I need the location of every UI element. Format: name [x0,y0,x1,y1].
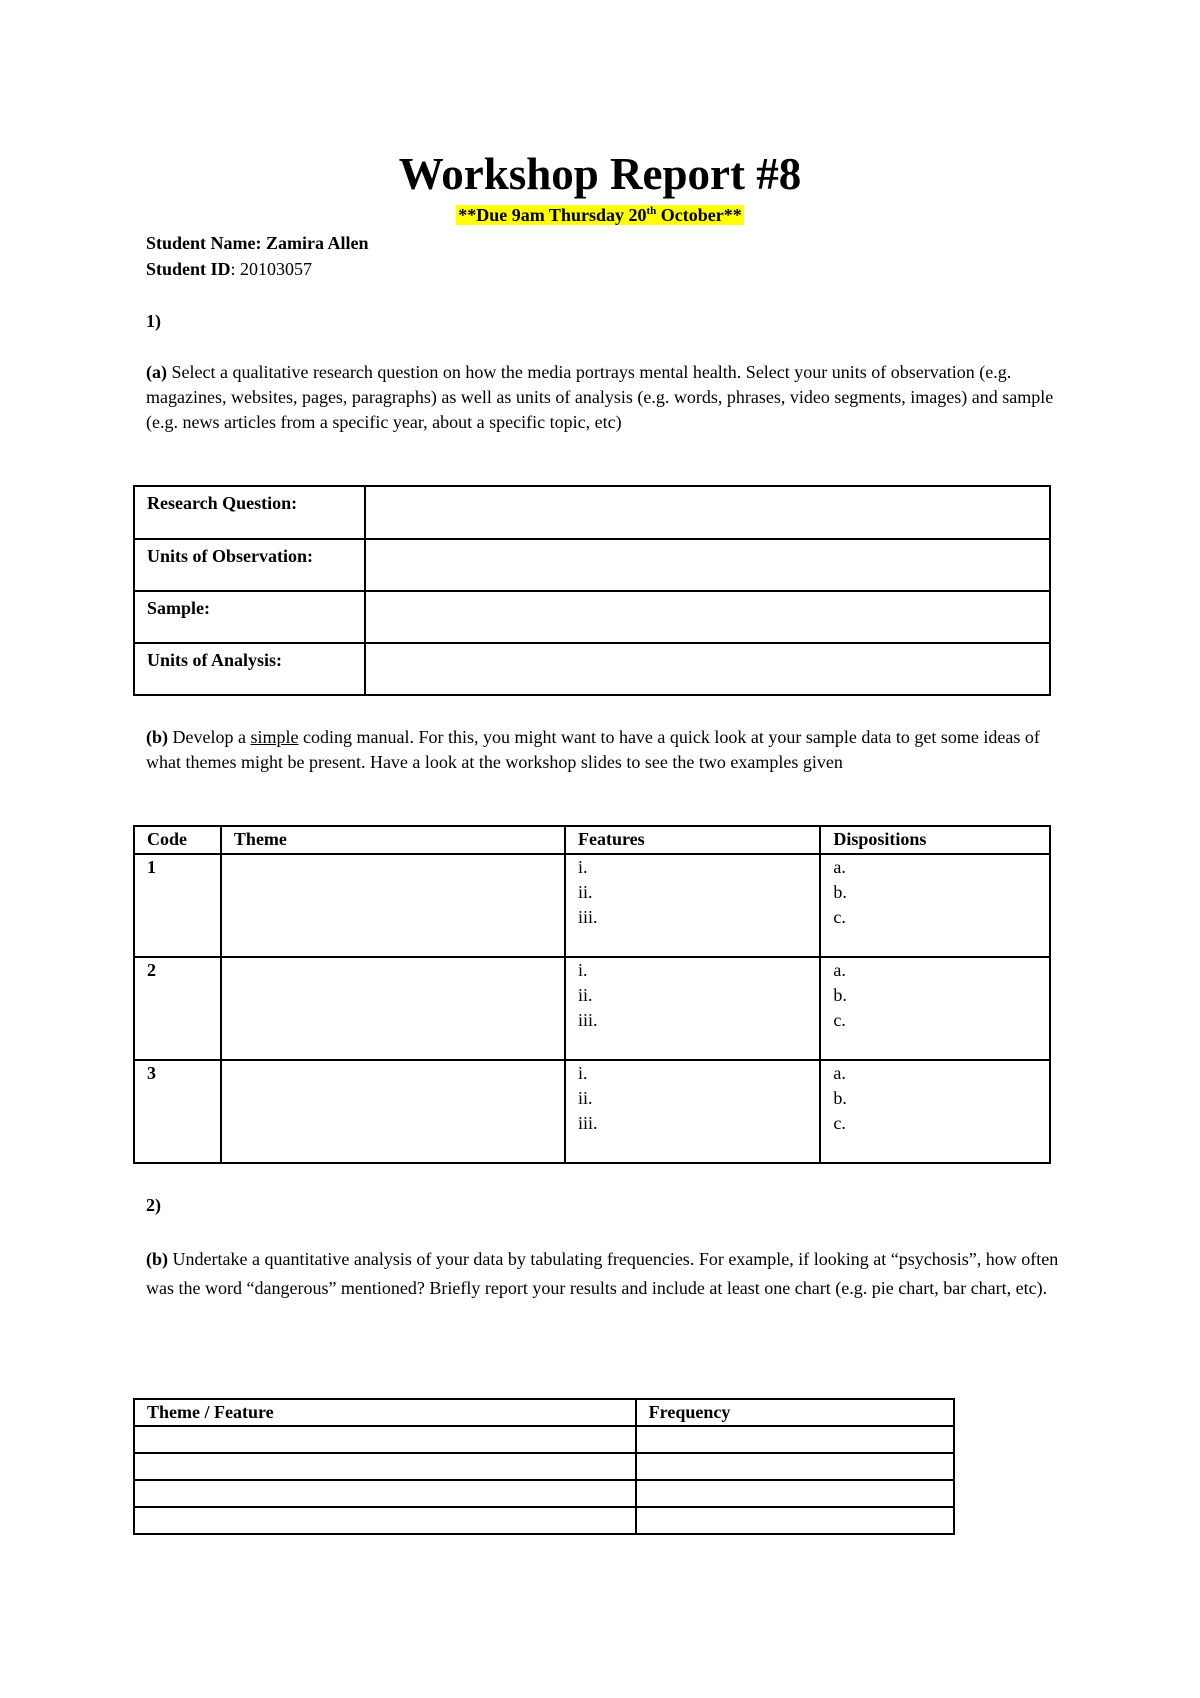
theme-feature-cell[interactable] [134,1507,636,1534]
code-cell: 3 [134,1060,221,1163]
frequency-cell[interactable] [636,1507,954,1534]
table-row [134,1507,954,1534]
row-label: Sample: [134,591,365,643]
answer-cell[interactable] [365,539,1050,591]
disposition-item: a. [833,960,846,980]
column-header: Theme [221,826,565,854]
answer-cell[interactable] [365,591,1050,643]
answer-cell[interactable] [365,643,1050,695]
table-row [134,1480,954,1507]
table-row [134,486,1050,539]
disposition-item: b. [833,882,847,902]
code-cell: 1 [134,854,221,957]
disposition-item: c. [833,1113,846,1133]
question-1a-text: (a) Select a qualitative research question on how the media portrays mental health. Select your units of observation (e.g. magazines, websites, pages, paragraphs) as well as units of analysis (e.g. words, phrases, video segments, images) and sample (e.g. news articles from a specific year, about a specific topic, etc) [146,362,1054,432]
table-header-row [134,1399,954,1426]
disposition-item: b. [833,1088,847,1108]
features-cell[interactable] [565,1060,820,1163]
due-date-notice: **Due 9am Thursday 20th October** [458,205,742,225]
feature-item: ii. [577,882,593,902]
theme-feature-cell[interactable] [134,1426,636,1453]
table-row [134,643,1050,695]
features-cell[interactable] [565,957,820,1060]
feature-item: i. [577,1063,588,1083]
student-name: Student Name: Zamira Allen [146,233,369,253]
student-id: Student ID: 20103057 [146,259,313,279]
table-row [134,591,1050,643]
theme-cell[interactable] [221,854,565,957]
question-1-number: 1) [146,311,161,331]
table-row [134,957,1050,1060]
table-row [134,1426,954,1453]
row-label: Units of Observation: [134,539,365,591]
dispositions-cell[interactable] [820,1060,1050,1163]
column-header: Features [565,826,820,854]
feature-item: ii. [577,985,593,1005]
feature-item: iii. [577,907,598,927]
question-1b-text: (b) Develop a simple coding manual. For this, you might want to have a quick look at your sample data to get some ideas of what themes might be present. Have a look at the workshop slides to see the two examples given [146,727,1040,772]
frequency-cell[interactable] [636,1480,954,1507]
disposition-item: c. [833,907,846,927]
question-2b-text: (b) Undertake a quantitative analysis of your data by tabulating frequencies. For example, if looking at “psychosis”, how often was the word “dangerous” mentioned? Briefly report your results and include at least one chart (e.g. pie chart, bar chart, etc). [146,1249,1059,1298]
page-title: Workshop Report #8 [398,149,802,199]
table-row [134,1060,1050,1163]
table-row [134,539,1050,591]
research-design-table [133,485,1051,696]
feature-item: i. [577,960,588,980]
disposition-item: c. [833,1010,846,1030]
table-row [134,1453,954,1480]
theme-cell[interactable] [221,1060,565,1163]
column-header: Theme / Feature [134,1399,636,1426]
feature-item: iii. [577,1010,598,1030]
coding-manual-table [133,825,1051,1164]
feature-item: i. [577,857,588,877]
table-row [134,854,1050,957]
answer-cell[interactable] [365,486,1050,539]
column-header: Dispositions [820,826,1050,854]
disposition-item: a. [833,1063,846,1083]
column-header: Code [134,826,221,854]
frequency-cell[interactable] [636,1426,954,1453]
feature-item: ii. [577,1088,593,1108]
question-2-number: 2) [146,1195,161,1215]
dispositions-cell[interactable] [820,957,1050,1060]
feature-item: iii. [577,1113,598,1133]
code-cell: 2 [134,957,221,1060]
theme-cell[interactable] [221,957,565,1060]
frequency-cell[interactable] [636,1453,954,1480]
frequency-table [133,1398,955,1535]
features-cell[interactable] [565,854,820,957]
disposition-item: a. [833,857,846,877]
disposition-item: b. [833,985,847,1005]
theme-feature-cell[interactable] [134,1480,636,1507]
dispositions-cell[interactable] [820,854,1050,957]
table-header-row [134,826,1050,854]
theme-feature-cell[interactable] [134,1453,636,1480]
row-label: Research Question: [134,486,365,539]
column-header: Frequency [636,1399,954,1426]
row-label: Units of Analysis: [134,643,365,695]
